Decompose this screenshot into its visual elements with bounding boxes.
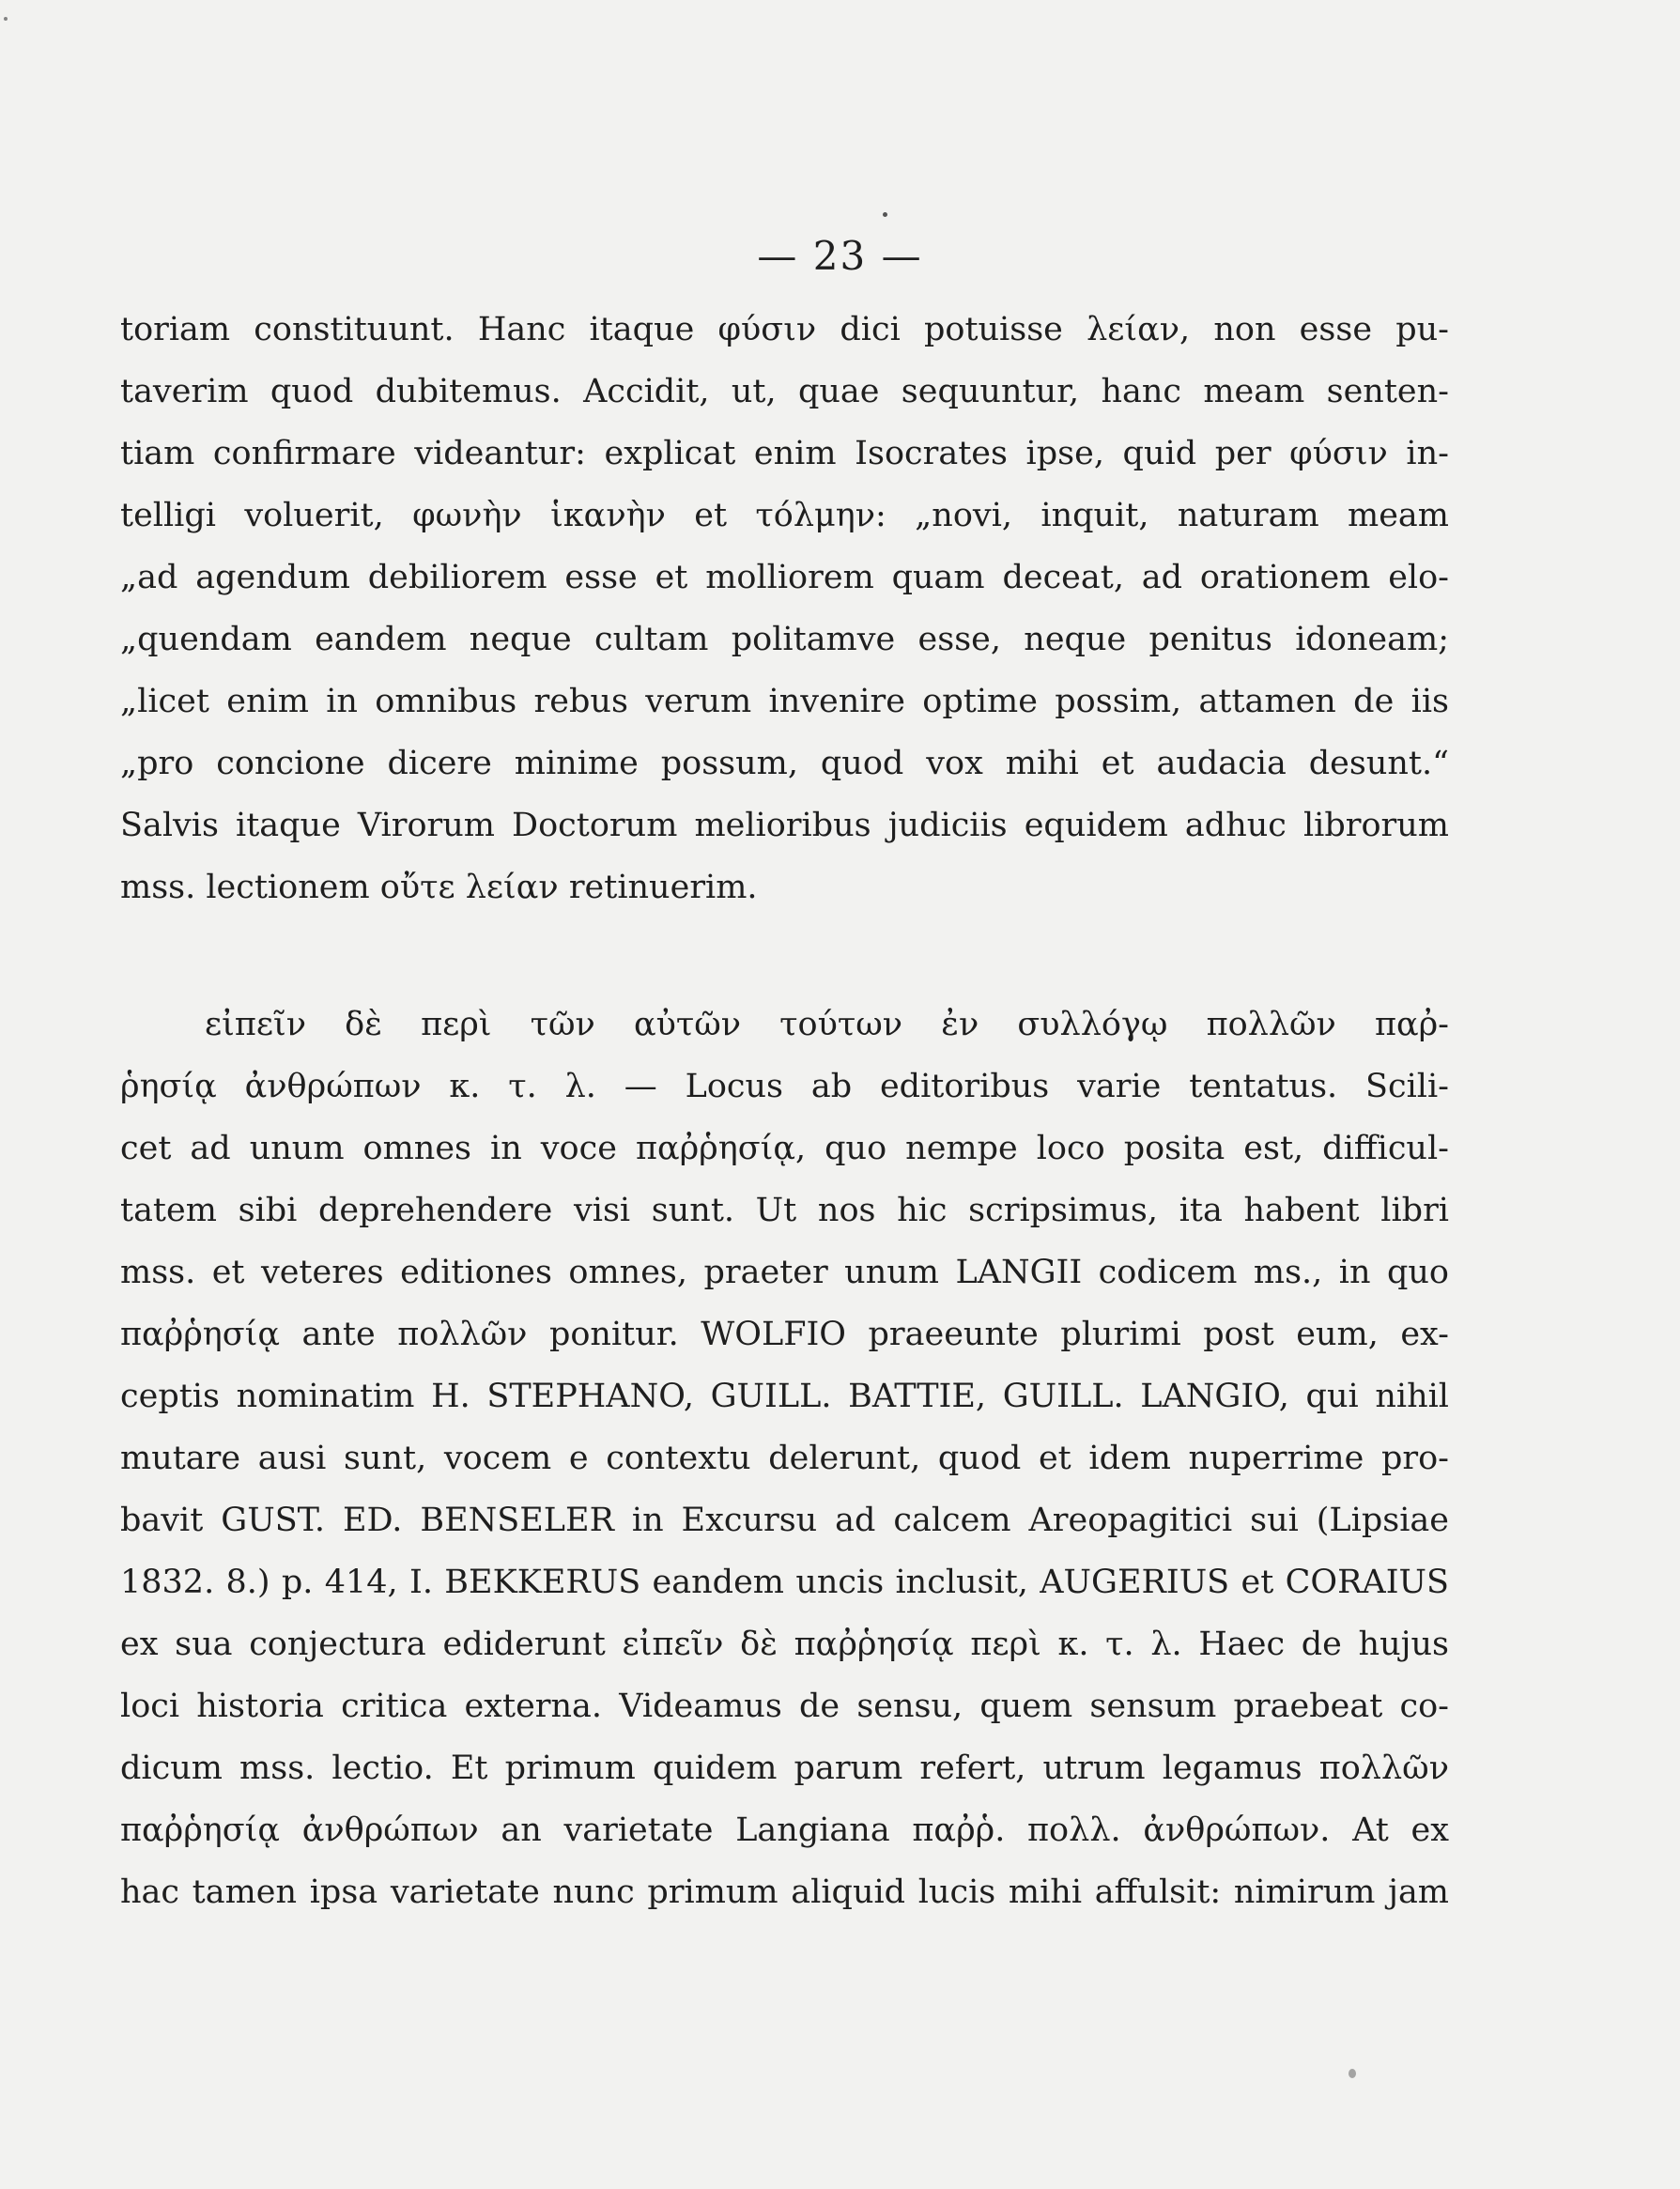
text-line: 1832. 8.) p. 414, I. BEKKERUS eandem uncis inclusit, AUGERIUS et CORAIUS [120, 1564, 1449, 1601]
text-line: toriam constituunt. Hanc itaque φύσιν dici potuisse λείαν, non esse pu- [120, 311, 1449, 348]
paragraph-1 [120, 299, 1449, 918]
text-line: tiam confirmare videantur: explicat enim Isocrates ipse, quid per φύσιν in- [120, 435, 1449, 472]
text-line: ex sua conjectura ediderunt εἰπεῖν δὲ παῤῥησίᾳ περὶ κ. τ. λ. Haec de hujus [120, 1626, 1449, 1663]
text-line: dicum mss. lectio. Et primum quidem parum refert, utrum legamus πολλῶν [120, 1750, 1449, 1787]
text-line: mutare ausi sunt, vocem e contextu delerunt, quod et idem nuperrime pro- [120, 1440, 1449, 1477]
text-line: παῤῥησίᾳ ante πολλῶν ponitur. WOLFIO praeeunte plurimi post eum, ex- [120, 1316, 1449, 1353]
text-line: „ad agendum debiliorem esse et molliorem quam deceat, ad orationem elo- [120, 559, 1449, 596]
text-line: hac tamen ipsa varietate nunc primum aliquid lucis mihi affulsit: nimirum jam [120, 1873, 1449, 1911]
paper-speck [4, 17, 8, 21]
text-line: „pro concione dicere minime possum, quod vox mihi et audacia desunt.“ [120, 745, 1449, 782]
text-line: mss. lectionem οὔτε λείαν retinuerim. [120, 869, 758, 906]
text-line: ceptis nominatim H. STEPHANO, GUILL. BATTIE, GUILL. LANGIO, qui nihil [120, 1378, 1449, 1415]
text-line: ῥησίᾳ ἀνθρώπων κ. τ. λ. — Locus ab editoribus varie tentatus. Scili- [120, 1068, 1449, 1105]
text-line: εἰπεῖν δὲ περὶ τῶν αὐτῶν τούτων ἐν συλλόγῳ πολλῶν παῤ- [205, 1006, 1449, 1043]
text-line: παῤῥησίᾳ ἀνθρώπων an varietate Langiana παῤῥ. πολλ. ἀνθρώπων. At ex [120, 1811, 1449, 1849]
text-line: „licet enim in omnibus rebus verum invenire optime possim, attamen de iis [120, 683, 1449, 720]
paper-speck [883, 212, 887, 217]
text-line: bavit GUST. ED. BENSELER in Excursu ad calcem Areopagitici sui (Lipsiae [120, 1502, 1449, 1539]
text-line: Salvis itaque Virorum Doctorum melioribus judiciis equidem adhuc librorum [120, 807, 1449, 844]
text-line: telligi voluerit, φωνὴν ἱκανὴν et τόλμην: „novi, inquit, naturam meam [120, 497, 1449, 534]
text-line: cet ad unum omnes in voce παῤῥησίᾳ, quo nempe loco posita est, difficul- [120, 1130, 1449, 1167]
paper-speck [1349, 2069, 1356, 2078]
text-line: loci historia critica externa. Videamus de sensu, quem sensum praebeat co- [120, 1688, 1449, 1725]
text-line: „quendam eandem neque cultam politamve esse, neque penitus idoneam; [120, 621, 1449, 658]
page-number: — 23 — [757, 233, 923, 279]
text-line: mss. et veteres editiones omnes, praeter unum LANGII codicem ms., in quo [120, 1254, 1449, 1291]
paragraph-2 [120, 994, 1449, 1923]
text-line: taverim quod dubitemus. Accidit, ut, quae sequuntur, hanc meam senten- [120, 373, 1449, 410]
text-line: tatem sibi deprehendere visi sunt. Ut nos hic scripsimus, ita habent libri [120, 1192, 1449, 1229]
